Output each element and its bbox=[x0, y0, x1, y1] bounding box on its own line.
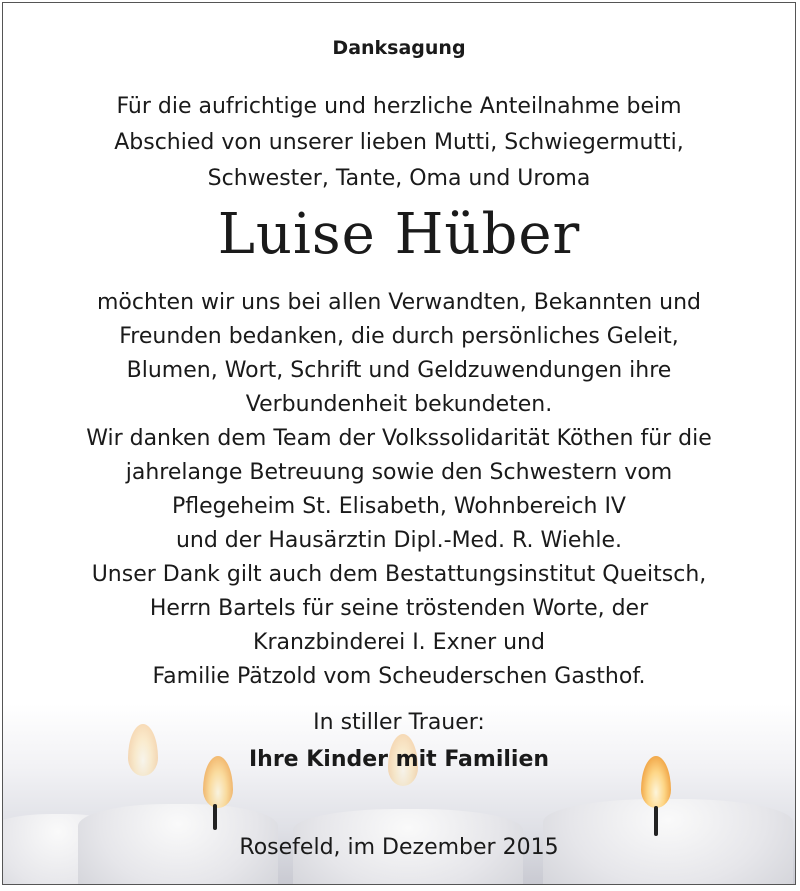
candle-wick bbox=[654, 806, 658, 836]
body-line: Unser Dank gilt auch dem Bestattungsinstitut Queitsch, bbox=[91, 562, 707, 587]
body-line: Verbundenheit bekundeten. bbox=[245, 392, 553, 417]
intro-line: Abschied von unserer lieben Mutti, Schwiegermutti, bbox=[114, 130, 684, 155]
intro-line: Für die aufrichtige und herzliche Anteilnahme beim bbox=[116, 94, 682, 119]
intro-line: Schwester, Tante, Oma und Uroma bbox=[207, 166, 591, 191]
body-line: Pflegeheim St. Elisabeth, Wohnbereich IV bbox=[172, 494, 626, 519]
body-line: jahrelange Betreuung sowie den Schwestern vom bbox=[125, 460, 673, 485]
body-line: Blumen, Wort, Schrift und Geldzuwendungen ihre bbox=[126, 358, 672, 383]
obituary-card bbox=[2, 2, 796, 885]
body-line: Herrn Bartels für seine tröstenden Worte, der bbox=[149, 596, 649, 621]
body-line: möchten wir uns bei allen Verwandten, Bekannten und bbox=[97, 290, 701, 315]
candle-wick bbox=[213, 804, 217, 830]
signature: Ihre Kinder mit Familien bbox=[248, 747, 550, 772]
place-date: Rosefeld, im Dezember 2015 bbox=[239, 835, 559, 860]
body-text bbox=[3, 286, 795, 694]
body-line: Kranzbinderei I. Exner und bbox=[253, 630, 545, 655]
body-line: Familie Pätzold vom Scheuderschen Gasthof. bbox=[152, 664, 646, 689]
heading: Danksagung bbox=[332, 37, 466, 59]
body-line: Freunden bedanken, die durch persönliches Geleit, bbox=[119, 324, 679, 349]
deceased-name: Luise Hüber bbox=[217, 202, 581, 267]
signature-intro: In stiller Trauer: bbox=[313, 710, 485, 735]
body-line: und der Hausärztin Dipl.-Med. R. Wiehle. bbox=[175, 528, 623, 553]
intro-text bbox=[3, 89, 795, 197]
body-line: Wir danken dem Team der Volkssolidarität Köthen für die bbox=[86, 426, 712, 451]
